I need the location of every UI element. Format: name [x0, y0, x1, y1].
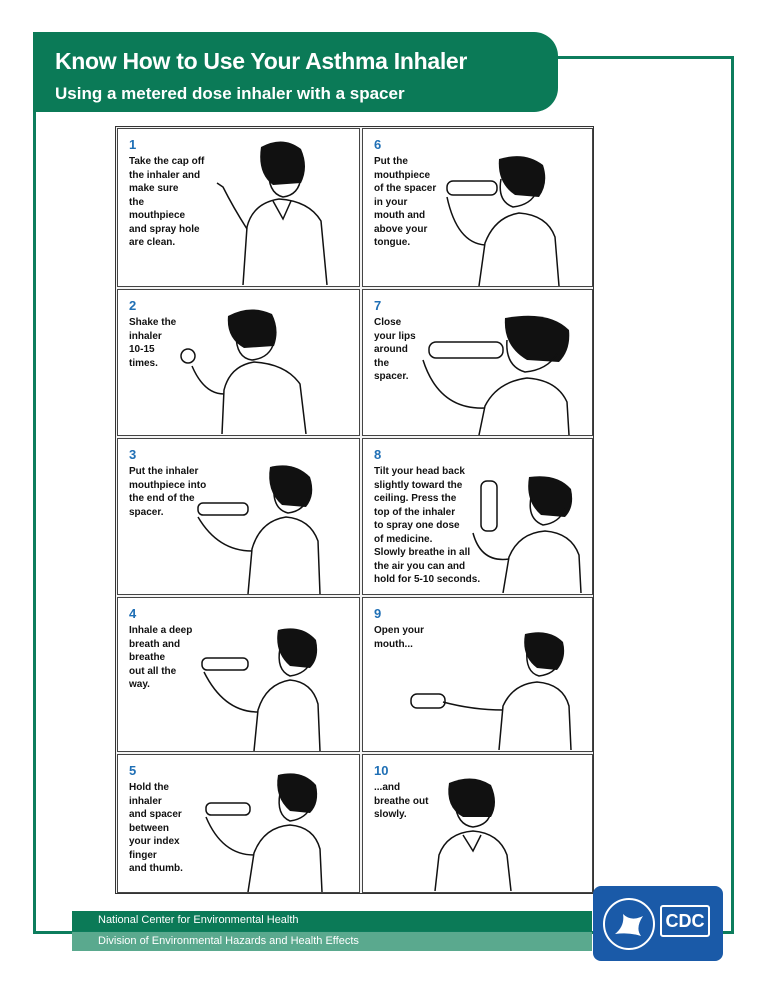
step-caption: Open your mouth...	[374, 625, 425, 650]
boy-illustration-icon	[439, 151, 589, 286]
step-number: 8	[374, 447, 382, 462]
step-caption: ...and breathe out slowly.	[374, 782, 429, 820]
step-panel-3	[117, 438, 360, 595]
boy-illustration-icon	[178, 304, 353, 434]
step-panel-4	[117, 597, 360, 752]
boy-illustration-icon	[467, 473, 591, 593]
step-caption: Hold the inhaler and spacer between your index finger and thumb.	[129, 782, 183, 874]
cdc-logo-text: CDC	[660, 905, 710, 937]
cdc-logo	[593, 886, 723, 961]
boy-illustration-icon	[409, 310, 589, 435]
step-number: 4	[129, 606, 137, 621]
boy-illustration-icon	[213, 137, 353, 285]
step-number: 6	[374, 137, 382, 152]
step-caption: Tilt your head back slightly toward the ceiling. Press the top of the inhaler to spray one dose of medicine. Slowly breathe in all the air you can and hold for 5-10 seconds.	[374, 466, 481, 585]
boy-illustration-icon	[427, 773, 577, 891]
step-panel-2	[117, 289, 360, 436]
step-number: 7	[374, 298, 382, 313]
steps-grid	[115, 126, 594, 894]
step-caption: Inhale a deep breath and breathe out all the way.	[129, 625, 193, 690]
step-caption: Close your lips around the spacer.	[374, 317, 416, 382]
step-caption: Take the cap off the inhaler and make sure the mouthpiece and spray hole are clean.	[129, 156, 205, 248]
step-panel-8	[362, 438, 593, 595]
step-number: 9	[374, 606, 382, 621]
step-caption: Shake the inhaler 10-15 times.	[129, 317, 177, 369]
boy-illustration-icon	[178, 620, 353, 751]
page-subtitle: Using a metered dose inhaler with a spacer	[55, 84, 405, 103]
step-caption: Put the inhaler mouthpiece into the end of the spacer.	[129, 466, 207, 518]
footer-center-name: National Center for Environmental Health	[98, 914, 299, 926]
step-number: 5	[129, 763, 137, 778]
hhs-seal-icon	[601, 896, 657, 952]
step-caption: Put the mouthpiece of the spacer in your mouth and above your tongue.	[374, 156, 437, 248]
step-panel-6	[362, 128, 593, 287]
step-panel-9	[362, 597, 593, 752]
step-panel-10	[362, 754, 593, 893]
page-frame-top	[540, 56, 734, 59]
step-number: 3	[129, 447, 137, 462]
boy-illustration-icon	[178, 769, 353, 892]
step-panel-1	[117, 128, 360, 287]
boy-illustration-icon	[178, 461, 353, 594]
page-title: Know How to Use Your Asthma Inhaler	[55, 48, 468, 74]
step-number: 1	[129, 137, 137, 152]
step-number: 2	[129, 298, 137, 313]
boy-illustration-icon	[403, 628, 589, 750]
header-banner	[33, 32, 558, 112]
step-panel-5	[117, 754, 360, 893]
step-panel-7	[362, 289, 593, 436]
step-number: 10	[374, 763, 389, 778]
footer-division-name: Division of Environmental Hazards and Health Effects	[98, 935, 359, 947]
